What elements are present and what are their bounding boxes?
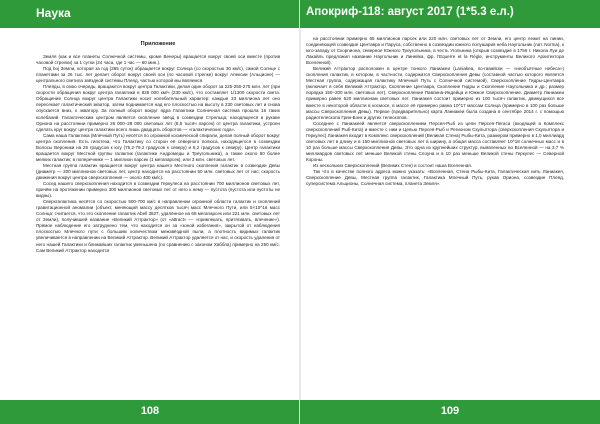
paragraph: Под boj Земли, которая за год (365 суток) обращается вокруг Солнца (со скоростью 30 км/с), самой Солнце с планетами за 26 тыс. лет делает оборот вокруг своей оси (по часовой стрелке) вокруг Апексии (Альционе) — центрального светила звёздной системы Плеяд, частью которой мы являемся. <box>36 66 280 84</box>
right-page-number: 109 <box>440 405 460 417</box>
paragraph: Так что в качестве полного адреса можно указать: «Вселенная, Стена Рыбы-Кита, Галактическая нить Ланиакея, Сверхскопление Девы, Местная группа галактик, Галактика Млечный Путь, рукав Ориона, созвездие Плеяд, суперсистема Альционы, Солнечная система, планета Земля». <box>306 169 564 187</box>
paragraph: на расстоянии примерно 65 миллионов парсек или 220 млн. световых лет от Земли, его центр лежит на линии, соединяющей созвездие Центавра и Паруса, собственно в созвездии южного полушария неба Наугольник (лат. Norma), к юго-западу от Скорпиона, северное Южного Треугольника, в честь Угольника (открыв созвездие в 1756 г. Никола Луи де Лакайль предложил название Наугольник и Линейка, фр. l'Equerre et la Règle, инструменты Великого Архитектора Вселенной). <box>306 36 564 66</box>
left-page-content <box>36 36 280 394</box>
right-page <box>300 0 600 424</box>
right-header-title: Апокриф-118: август 2017 (1*5.3 е.л.) <box>306 6 514 18</box>
paragraph: Великий Аттрактор расположен в центре тонкого Ланиакеи (Laniakea, по-гавайски — «необъятные небеса») скопления галактик, в котором, в частности, содержатся Сверхскопления Девы (составной частью которого является Местная группа, содержащая галактику Млечный Путь с Солнечной системой), Сверхскопление Гидры-Центавра (включает в себя Великий Аттрактор, Скопление Центавра, Скопление Гидры и Скопление Наугольника и др.; размер порядка 150–200 млн. световых лет), Сверхскопление Павлина-Индейца и Южное Сверхскопление. Диаметр Ланиакеи примерно равен 520 миллионам световых лет. Ланиакея состоит примерно из 100 тысяч галактик, движущихся все вместе в некоторой области в космосе, в массе её примерно равна 10^17 массам Солнца (примерно в 100 раз больше массы Сверхскопления Девы). Первое (предварительно) карта Ланиакеи была создана в сентябре 2014 г. с помощью радиотелескопа Грин-Бэнк и других телескопов. <box>306 66 564 120</box>
paragraph: Соседнее с Ланиакеей является сверхскоплением Персея-Рыб из цепи Персея-Пегаса (входящей в Комплекс сверхскоплений Рыб-Кита) и вместе с ним и Цепью Персея-Рыб и Регионом Скульптора (сверхскопления Скульптора и Геркулес) Ланиакея входит в Комплекс сверхскоплений (Великая Стена) Рыбы-Кита, размером примерно в 1,0 миллиард световых лет в длину и в 150 миллионов световых лет в ширину, а общая масса составляет 10^18 солнечных масс и в 10 раз больше массы Сверхскопления Девы. Это одна из крупнейших структур, выявленных во Вселенной — на 3,7 % миллиардов световых лет меньше Великой стены Слоуна и в 10 раз меньше Великой стены Геркулес — Северной Короны. <box>306 120 564 162</box>
paragraph: Сверхгалактика несётся со скоростью 500-700 км/с в направлении огромной области галактик и скоплений гравитационной аномалии (объект, меняющий массу десятков тысяч масс Млечного Пути, или 5×10^16 масс Солнца; считается, что это скопление галактик Abell 3627, удалённое на 68 мегапарсек или 221 млн. световых лет от Земли), получившей название «Великий Аттрактор» (от «attract» — «привлекать, притягивать, влечение»). Прямое наблюдение его затруднено тем, что находится он за «зоной избегания», закрытой от наблюдения плоскостью Млечного пути с большим количеством межзвёздной пыли, а плотность видимых галактик увеличивается в направлении на Великий Аттрактор. Великий Аттрактор удаляется от нас, и скорость удаления от него нашей Галактики и ближайших галактик уменьшена (по сравнению с законом Хаббла) примерно на 250 км/с. Сам Великий Аттрактор находится <box>36 199 280 253</box>
paragraph: Земля (как и все планеты Солнечной системы, кроме Венеры) вращается вокруг своей оси вместе (против часовой стрелки) за 1 сутки (24 часа, где 1 час — 60 мин.). <box>36 54 280 66</box>
paragraph: Сама наша Галактика (Млечный Путь) несётся по огромной космической спирали, делая полный оборот вокруг центра скопления. Есть гипотеза, что Галактику со сторон её северного полюса, находящегося в созвездии Волосы Вероники на 25 градусов к югу (75,2-79,2 градусов к северу) и 5,2 градусов к северу). Центр галактики вращается вокруг Местной группы галактик (галактики Андромеды и Треугольника), а также около 50 более мелких галактик; в поперечнике — 1 миллион парсек (1 мегапарсек), или 3 млн. световых лет. <box>36 132 280 162</box>
right-header-bar <box>300 0 600 28</box>
left-header-title: Наука <box>36 6 71 20</box>
paragraph: Плеяды, в свою очередь, вращаются вокруг центра Галактики, делая один оборот за 225-250-275 млн. лет (при скорости обращения вокруг центра галактики в 828 000 км/ч (230 км/с), что составляет 1/1300 скорости света. Обращение Солнца вокруг центра Галактики носит колебательный характер: каждые 33 миллиона лет оно пересекает галактический экватор, затем поднимается над его плоскостью на высоту в 230 световых лет и снова опускается вниз, к экватору. За полный оборот вокруг ядра Галактики Солнечная система прошла 16 таких колебаний. Галактическим центром является скопление звёзд в созвездии Стрельца, находящееся в рукаве Ориона на расстоянии примерно 26 000–28 000 световых лет (8,5 тысяч парсек) от центра галактики, устроен сделать круг вокруг центра галактики всего лишь двадцать оборотов — «галактических года». <box>36 84 280 132</box>
left-header-bar <box>0 0 300 28</box>
paragraph: Местная группа галактик вращается вокруг центра нашего Местного скопления галактик в созвездии Девы (диаметр — 200 миллионов световых лет, центр находится на расстоянии 50 млн. световых лет от нас; скорость движения вокруг центра сверхскопления — около 400 км/с). <box>36 162 280 180</box>
right-footer-bar <box>300 400 600 424</box>
paragraph: Из нескольких Сверхскоплений (Великих Стен) и состоит наша Вселенная. <box>313 162 473 168</box>
left-footer-bar <box>0 400 300 424</box>
section-title: Приложение <box>140 41 176 47</box>
paragraph: Сосед нашего сверхскопления находится в созвездии Геркулеса на расстоянии 700 миллионов световых лет, причём на протяжении примерно 300 миллионов световых лет от него к нему — пустота (пустота или пустоты не видны). <box>36 181 280 199</box>
right-page-content <box>306 36 564 394</box>
left-page-number: 108 <box>140 405 160 417</box>
